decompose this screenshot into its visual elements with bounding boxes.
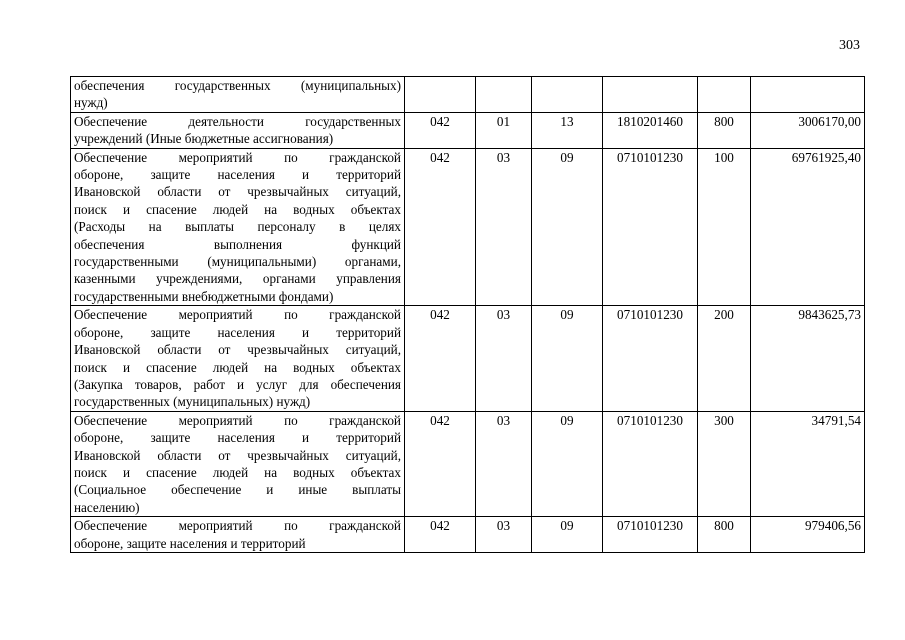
- expense-type-cell: [698, 77, 751, 113]
- table-body: [71, 77, 865, 553]
- description-line: казенными учреждениями, органами управления: [74, 271, 401, 287]
- section-code-cell: 03: [476, 148, 532, 306]
- ministry-code-cell: 042: [405, 148, 476, 306]
- subsection-code-cell: 09: [532, 517, 603, 553]
- expense-description: [71, 517, 405, 553]
- table-row: [71, 112, 865, 148]
- description-line: обеспечения выполнения функций: [74, 236, 401, 252]
- expense-description: [71, 306, 405, 411]
- ministry-code-cell: 042: [405, 517, 476, 553]
- description-line: Ивановской области от чрезвычайных ситуаций,: [74, 184, 401, 200]
- description-line: обороне, защите населения и территорий: [74, 430, 401, 446]
- description-line: (Закупка товаров, работ и услуг для обеспечения: [74, 376, 401, 392]
- description-line: поиск и спасение людей на водных объектах: [74, 201, 401, 217]
- subsection-code-cell: 09: [532, 148, 603, 306]
- table-row: [71, 77, 865, 113]
- description-line: Обеспечение мероприятий по гражданской: [74, 412, 401, 428]
- description-line: обороне, защите населения и территорий: [74, 324, 401, 340]
- section-code-cell: 03: [476, 411, 532, 516]
- expense-description: [71, 148, 405, 306]
- description-line: (Социальное обеспечение и иные выплаты: [74, 482, 401, 498]
- description-line: учреждений (Иные бюджетные ассигнования): [74, 131, 334, 147]
- section-code-cell: 01: [476, 112, 532, 148]
- description-line: поиск и спасение людей на водных объектах: [74, 359, 401, 375]
- description-line: Обеспечение мероприятий по гражданской: [74, 307, 401, 323]
- expense-description: [71, 411, 405, 516]
- expense-description: [71, 77, 405, 113]
- expense-description: [71, 112, 405, 148]
- amount-cell: 69761925,40: [751, 148, 865, 306]
- amount-cell: 34791,54: [751, 411, 865, 516]
- target-article-cell: 0710101230: [603, 148, 698, 306]
- description-line: поиск и спасение людей на водных объектах: [74, 464, 401, 480]
- ministry-code-cell: 042: [405, 411, 476, 516]
- description-line: Ивановской области от чрезвычайных ситуаций,: [74, 447, 401, 463]
- expense-type-cell: 200: [698, 306, 751, 411]
- amount-cell: 3006170,00: [751, 112, 865, 148]
- description-line: нужд): [74, 95, 108, 111]
- expense-type-cell: 300: [698, 411, 751, 516]
- subsection-code-cell: 09: [532, 411, 603, 516]
- description-line: Обеспечение деятельности государственных: [74, 113, 401, 129]
- target-article-cell: 0710101230: [603, 517, 698, 553]
- description-line: Обеспечение мероприятий по гражданской: [74, 149, 401, 165]
- ministry-code-cell: 042: [405, 306, 476, 411]
- section-code-cell: 03: [476, 517, 532, 553]
- ministry-code-cell: 042: [405, 112, 476, 148]
- subsection-code-cell: 13: [532, 112, 603, 148]
- description-line: обороне, защите населения и территорий: [74, 535, 306, 551]
- description-line: Обеспечение мероприятий по гражданской: [74, 518, 401, 534]
- description-line: (Расходы на выплаты персоналу в целях: [74, 219, 401, 235]
- description-line: Ивановской области от чрезвычайных ситуаций,: [74, 342, 401, 358]
- amount-cell: 9843625,73: [751, 306, 865, 411]
- description-line: государственных (муниципальных) нужд): [74, 394, 311, 410]
- subsection-code-cell: 09: [532, 306, 603, 411]
- target-article-cell: [603, 77, 698, 113]
- target-article-cell: 1810201460: [603, 112, 698, 148]
- expense-type-cell: 800: [698, 517, 751, 553]
- table-row: [71, 517, 865, 553]
- target-article-cell: 0710101230: [603, 306, 698, 411]
- expense-type-cell: 100: [698, 148, 751, 306]
- table-row: [71, 411, 865, 516]
- subsection-code-cell: [532, 77, 603, 113]
- expense-type-cell: 800: [698, 112, 751, 148]
- description-line: населению): [74, 499, 140, 515]
- budget-table: [70, 76, 865, 553]
- description-line: обеспечения государственных (муниципальных): [74, 78, 401, 93]
- description-line: государственными внебюджетными фондами): [74, 288, 334, 304]
- section-code-cell: 03: [476, 306, 532, 411]
- target-article-cell: 0710101230: [603, 411, 698, 516]
- table-row: [71, 148, 865, 306]
- section-code-cell: [476, 77, 532, 113]
- amount-cell: [751, 77, 865, 113]
- table-row: [71, 306, 865, 411]
- ministry-code-cell: [405, 77, 476, 113]
- description-line: обороне, защите населения и территорий: [74, 167, 401, 183]
- description-line: государственными (муниципальными) органами,: [74, 254, 401, 270]
- amount-cell: 979406,56: [751, 517, 865, 553]
- page-number: 303: [839, 38, 860, 53]
